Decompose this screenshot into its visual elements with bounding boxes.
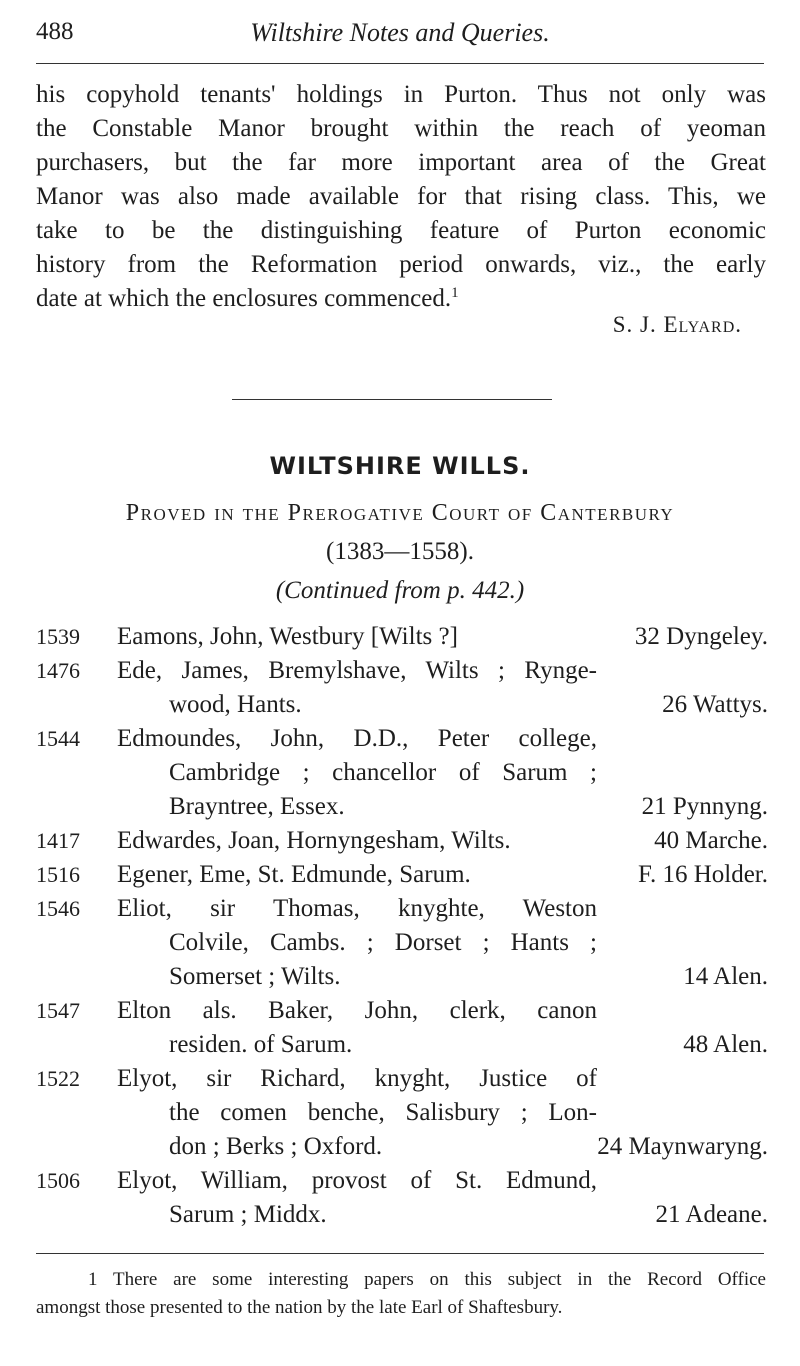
will-entry: [36, 722, 768, 824]
entry-line: the comen benche, Salisbury ; Lon-: [169, 1099, 597, 1126]
paragraph-line: Manor was also made available for that rising class. This, we: [36, 183, 766, 210]
entry-line: Ede, James, Bremylshave, Wilts ; Rynge-: [117, 657, 597, 684]
entry-line: Colvile, Cambs. ; Dorset ; Hants ;: [169, 929, 597, 956]
date-range: (1383—1558).: [326, 538, 474, 565]
will-entry: [36, 892, 768, 994]
header-rule: [36, 63, 764, 64]
will-entry: [36, 824, 768, 858]
entry-line: wood, Hants.: [169, 691, 302, 718]
entry-line: Sarum ; Middx.: [169, 1201, 327, 1228]
paragraph-line: his copyhold tenants' holdings in Purton. Thus not only was: [36, 81, 766, 108]
entry-reference: 21 Adeane.: [655, 1201, 768, 1228]
paragraph-line-last: [36, 282, 766, 316]
will-entry: [36, 994, 768, 1062]
entry-year: 1506: [36, 1168, 80, 1193]
entry-year: 1522: [36, 1066, 80, 1091]
entry-line: Brayntree, Essex.: [169, 793, 345, 820]
entry-text: [117, 654, 597, 722]
wills-list: [36, 620, 768, 1232]
will-entry: [36, 1164, 768, 1232]
entry-year: 1544: [36, 726, 80, 751]
entry-line: Egener, Eme, St. Edmunde, Sarum.: [117, 861, 471, 888]
entry-reference: 14 Alen.: [683, 963, 768, 990]
entry-reference: 24 Maynwaryng.: [597, 1133, 768, 1160]
entry-line: residen. of Sarum.: [169, 1031, 353, 1058]
entry-line: Edwardes, Joan, Hornyngesham, Wilts.: [117, 827, 511, 854]
entry-line: Eamons, John, Westbury [Wilts ?]: [117, 623, 458, 650]
footnote-line: 1 There are some interesting papers on this subject in the Record Office: [88, 1269, 766, 1290]
entry-reference: 21 Pynnyng.: [641, 793, 768, 820]
body-paragraph: [36, 78, 766, 316]
entry-year: 1547: [36, 998, 80, 1023]
entry-year: 1417: [36, 828, 80, 853]
entry-reference: 40 Marche.: [654, 827, 768, 854]
entry-text: [117, 1062, 597, 1164]
author-signature: S. J. Elyard.: [612, 312, 742, 337]
footnote-marker: 1: [451, 285, 459, 301]
paragraph-line-text: date at which the enclosures commenced.: [36, 285, 452, 312]
entry-year: 1546: [36, 896, 80, 921]
entry-line: Somerset ; Wilts.: [169, 963, 341, 990]
section-subheading: Proved in the Prerogative Court of Canterbury: [125, 500, 675, 526]
entry-line: Elton als. Baker, John, clerk, canon: [117, 997, 597, 1024]
footnote-rule: [36, 1253, 764, 1254]
entry-text: [117, 1164, 597, 1232]
entry-reference: 32 Dyngeley.: [634, 623, 768, 650]
entry-text: [117, 892, 597, 994]
section-divider: [232, 399, 552, 400]
will-entry: [36, 620, 768, 654]
entry-line: Cambridge ; chancellor of Sarum ;: [169, 759, 597, 786]
entry-year: 1476: [36, 658, 80, 683]
entry-year: 1539: [36, 624, 80, 649]
entry-line: Edmoundes, John, D.D., Peter college,: [117, 725, 597, 752]
footnote: [36, 1266, 766, 1322]
entry-reference: F. 16 Holder.: [638, 861, 768, 888]
entry-year: 1516: [36, 862, 80, 887]
entry-line: Eliot, sir Thomas, knyghte, Weston: [117, 895, 597, 922]
entry-text: [117, 858, 597, 892]
entry-line: don ; Berks ; Oxford.: [169, 1133, 383, 1160]
paragraph-line: the Constable Manor brought within the reach of yeoman: [36, 115, 766, 142]
footnote-line: amongst those presented to the nation by the late Earl of Shaftesbury.: [36, 1297, 563, 1318]
paragraph-line: take to be the distinguishing feature of Purton economic: [36, 217, 766, 244]
entry-reference: 48 Alen.: [683, 1031, 768, 1058]
paragraph-line: history from the Reformation period onwards, viz., the early: [36, 251, 766, 278]
entry-text: [117, 722, 597, 824]
entry-text: [117, 824, 597, 858]
will-entry: [36, 858, 768, 892]
page-header: [36, 14, 764, 50]
entry-text: [117, 994, 597, 1062]
entry-text: [117, 620, 597, 654]
entry-line: Elyot, William, provost of St. Edmund,: [117, 1167, 597, 1194]
page-number: 488: [36, 18, 74, 45]
entry-reference: 26 Wattys.: [662, 691, 768, 718]
paragraph-line: purchasers, but the far more important area of the Great: [36, 149, 766, 176]
continued-note: (Continued from p. 442.): [275, 577, 525, 604]
entry-line: Elyot, sir Richard, knyght, Justice of: [117, 1065, 597, 1092]
running-title: Wiltshire Notes and Queries.: [250, 18, 550, 47]
section-heading: WILTSHIRE WILLS.: [269, 452, 531, 480]
will-entry: [36, 654, 768, 722]
will-entry: [36, 1062, 768, 1164]
